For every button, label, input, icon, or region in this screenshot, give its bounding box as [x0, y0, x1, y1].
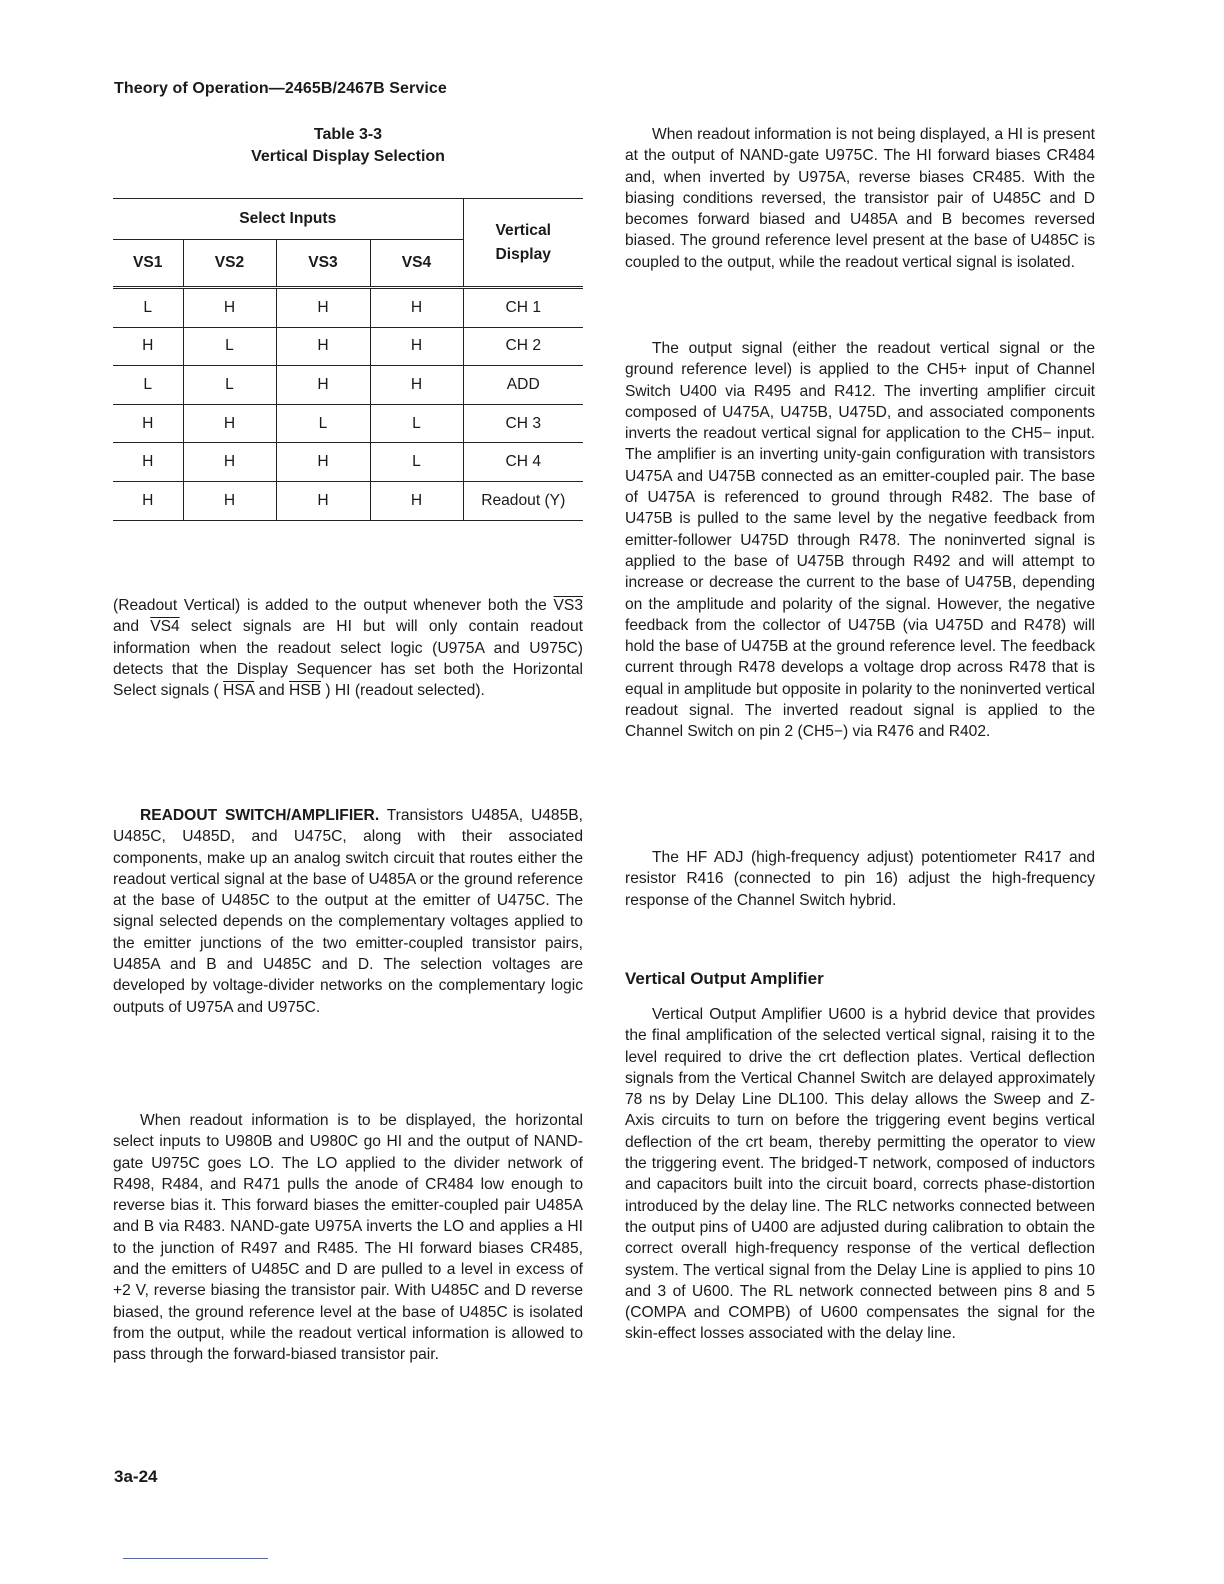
col-header-vs3: VS3 — [276, 240, 370, 288]
table-row — [113, 327, 583, 366]
table-cell: H — [276, 481, 370, 520]
table-number: Table 3-3 — [313, 126, 383, 143]
hsb-signal: $\overline{HSB}$ — [288, 682, 322, 700]
table-cell: L — [183, 366, 276, 405]
table-row — [113, 443, 583, 482]
table-cell: L — [276, 404, 370, 443]
table-cell: H — [183, 481, 276, 520]
table-cell: Readout (Y) — [463, 481, 583, 520]
table-cell: H — [276, 327, 370, 366]
left-paragraph-readout-vertical — [113, 595, 583, 701]
table-caption — [113, 124, 583, 168]
paragraph: When readout information is to be displayed, the horizontal select inputs to U980B and U980C go HI and the output of NAND-gate U975C goes LO. The LO applied to the divider network of R498, R484, and R471 pulls the anode of CR484 low enough to reverse bias it. This forward biases the emitter-coupled pair U485A and B via R483. NAND-gate U975A inverts the LO and applies a HI to the junction of R497 and R485. The HI forward biases CR485, and the emitters of U485C and D are pulled to a level in excess of +2 V, reverse biasing the transistor pair. With U485C and D reverse biased, the ground reference level at the base of U485C is isolated from the output, while the readout vertical information is allowed to pass through the forward-biased transistor pair. — [113, 1112, 583, 1364]
table-row — [113, 404, 583, 443]
vertical-display-table — [113, 198, 583, 521]
paragraph: When readout information is not being displayed, a HI is present at the output of NAND-gate U975C. The HI forward biases CR484 and, when inverted by U975A, reverse biases CR485. With the biasing conditions reversed, the transistor pair of U485C and D becomes forward biased and U485A and B becomes reversed biased. The ground reference level present at the base of U485C is coupled to the output, while the readout vertical signal is isolated. — [625, 126, 1095, 271]
select-inputs-header: Select Inputs — [113, 199, 463, 240]
table-cell: CH 4 — [463, 443, 583, 482]
table-cell: H — [183, 404, 276, 443]
table-cell: H — [183, 443, 276, 482]
table-row — [113, 481, 583, 520]
table-row — [113, 288, 583, 328]
table-cell: H — [370, 481, 463, 520]
table-cell: H — [370, 366, 463, 405]
text-run: (Readout Vertical) is added to the output whenever both the — [113, 597, 554, 614]
text-run: select signals are HI but will only contain readout information when the readout select logic (U975A and U975C) detects that the Display Sequencer has set both the Horizontal Select signals ( — [113, 618, 583, 700]
paragraph — [113, 595, 583, 701]
col-header-vs2: VS2 — [183, 240, 276, 288]
table-cell: H — [113, 327, 183, 366]
table-cell: H — [113, 404, 183, 443]
left-paragraph-readout-displayed — [113, 1110, 583, 1366]
text-run: ) HI (readout selected). — [321, 682, 485, 700]
left-paragraph-readout-switch — [113, 805, 583, 1018]
text-run: and — [113, 618, 151, 636]
paragraph: Vertical Output Amplifier U600 is a hybrid device that provides the final amplification of the selected vertical signal, raising it to the level required to drive the crt deflection plates. Vertical deflection signals from the Vertical Channel Switch are delayed approximately 78 ns by Delay Line DL100. This delay allows the Sweep and Z-Axis circuits to turn on before the triggering event begins vertical deflection of the crt beam, thereby permitting the operator to view the triggering event. The bridged-T network, composed of inductors and capacitors built into the circuit board, corrects phase-distortion introduced by the delay line. The RLC networks connected between the output pins of U400 are adjusted during calibration to obtain the correct overall high-frequency response of the vertical deflection system. The vertical signal from the Delay Line is applied to pins 10 and 3 of U600. The RL network connected between pins 8 and 5 (COMPA and COMPB) of U600 compensates the signal for the skin-effect losses associated with the delay line. — [625, 1006, 1095, 1343]
vertical-display-header — [463, 199, 583, 288]
table-cell: H — [370, 288, 463, 328]
text-run: and — [254, 682, 289, 700]
right-paragraph-hf-adj — [625, 847, 1095, 911]
vs4-signal: VS4 — [150, 618, 180, 636]
run-in-heading: READOUT SWITCH/AMPLIFIER. — [140, 807, 380, 824]
table-cell: CH 1 — [463, 288, 583, 328]
section-heading: Vertical Output Amplifier — [625, 969, 824, 988]
table-cell: H — [183, 288, 276, 328]
table-cell: ADD — [463, 366, 583, 405]
table-cell: H — [113, 481, 183, 520]
table-cell: CH 2 — [463, 327, 583, 366]
right-paragraph-readout-not-displayed — [625, 124, 1095, 273]
table-title: Vertical Display Selection — [251, 148, 445, 165]
table-cell: H — [113, 443, 183, 482]
right-paragraph-vertical-output — [625, 1004, 1095, 1345]
vertical-display-header-line1: Vertical — [495, 221, 551, 239]
section-heading-vertical-output — [625, 968, 1095, 989]
table-cell: L — [113, 288, 183, 328]
table-cell: H — [370, 327, 463, 366]
table-cell: L — [370, 443, 463, 482]
table-cell: L — [183, 327, 276, 366]
paragraph — [113, 805, 583, 1018]
table-cell: H — [276, 443, 370, 482]
footer-rule — [123, 1558, 268, 1559]
paragraph: The output signal (either the readout vertical signal or the ground reference level) is applied to the CH5+ input of Channel Switch U400 via R495 and R412. The inverting amplifier circuit composed of U475A, U475B, U475D, and associated components inverts the readout vertical signal for application to the CH5− input. The amplifier is an inverting unity-gain configuration with transistors U475A and U475B connected as an emitter-coupled pair. The base of U475A is referenced to ground through R482. The base of U475B is pulled to the same level by the negative feedback from emitter-follower U475D through R478. The noninverted signal is applied to the base of U475B through R492 and will attempt to increase or decrease the current to the base of U475B, depending on the amplitude and polarity of the signal. However, the negative feedback from the collector of U475B (via U475D and R478) will hold the base of U475B at the ground reference level. The feedback current through R478 develops a voltage drop across R478 that is equal in amplitude but opposite in polarity to the noninverted vertical readout signal. The inverted readout signal is applied to the Channel Switch on pin 2 (CH5−) via R476 and R402. — [625, 340, 1095, 741]
right-paragraph-output-signal — [625, 338, 1095, 743]
hsa-signal: $\overline{HSA}$ — [223, 682, 255, 700]
table-cell: L — [113, 366, 183, 405]
col-header-vs1: VS1 — [113, 240, 183, 288]
vs3-signal: VS3 — [553, 597, 583, 614]
table-cell: H — [276, 288, 370, 328]
table-cell: H — [276, 366, 370, 405]
col-header-vs4: VS4 — [370, 240, 463, 288]
text-run: Transistors U485A, U485B, U485C, U485D, and U475C, along with their associated components, make up an analog switch circuit that routes either the readout vertical signal at the base of U485A or the ground reference at the base of U485C to the output at the emitter of U475C. The signal selected depends on the complementary voltages applied to the emitter junctions of the two emitter-coupled transistor pairs, U485A and B and U485C and D. The selection voltages are developed by voltage-divider networks on the complementary logic outputs of U975A and U975C. — [113, 807, 583, 1016]
table-cell: L — [370, 404, 463, 443]
vertical-display-header-line2: Display — [495, 245, 551, 263]
paragraph: The HF ADJ (high-frequency adjust) potentiometer R417 and resistor R416 (connected to pin 16) adjust the high-frequency response of the Channel Switch hybrid. — [625, 849, 1095, 909]
page-number: 3a-24 — [114, 1467, 158, 1486]
running-head: Theory of Operation—2465B/2467B Service — [114, 80, 447, 97]
table-cell: CH 3 — [463, 404, 583, 443]
table-row — [113, 366, 583, 405]
